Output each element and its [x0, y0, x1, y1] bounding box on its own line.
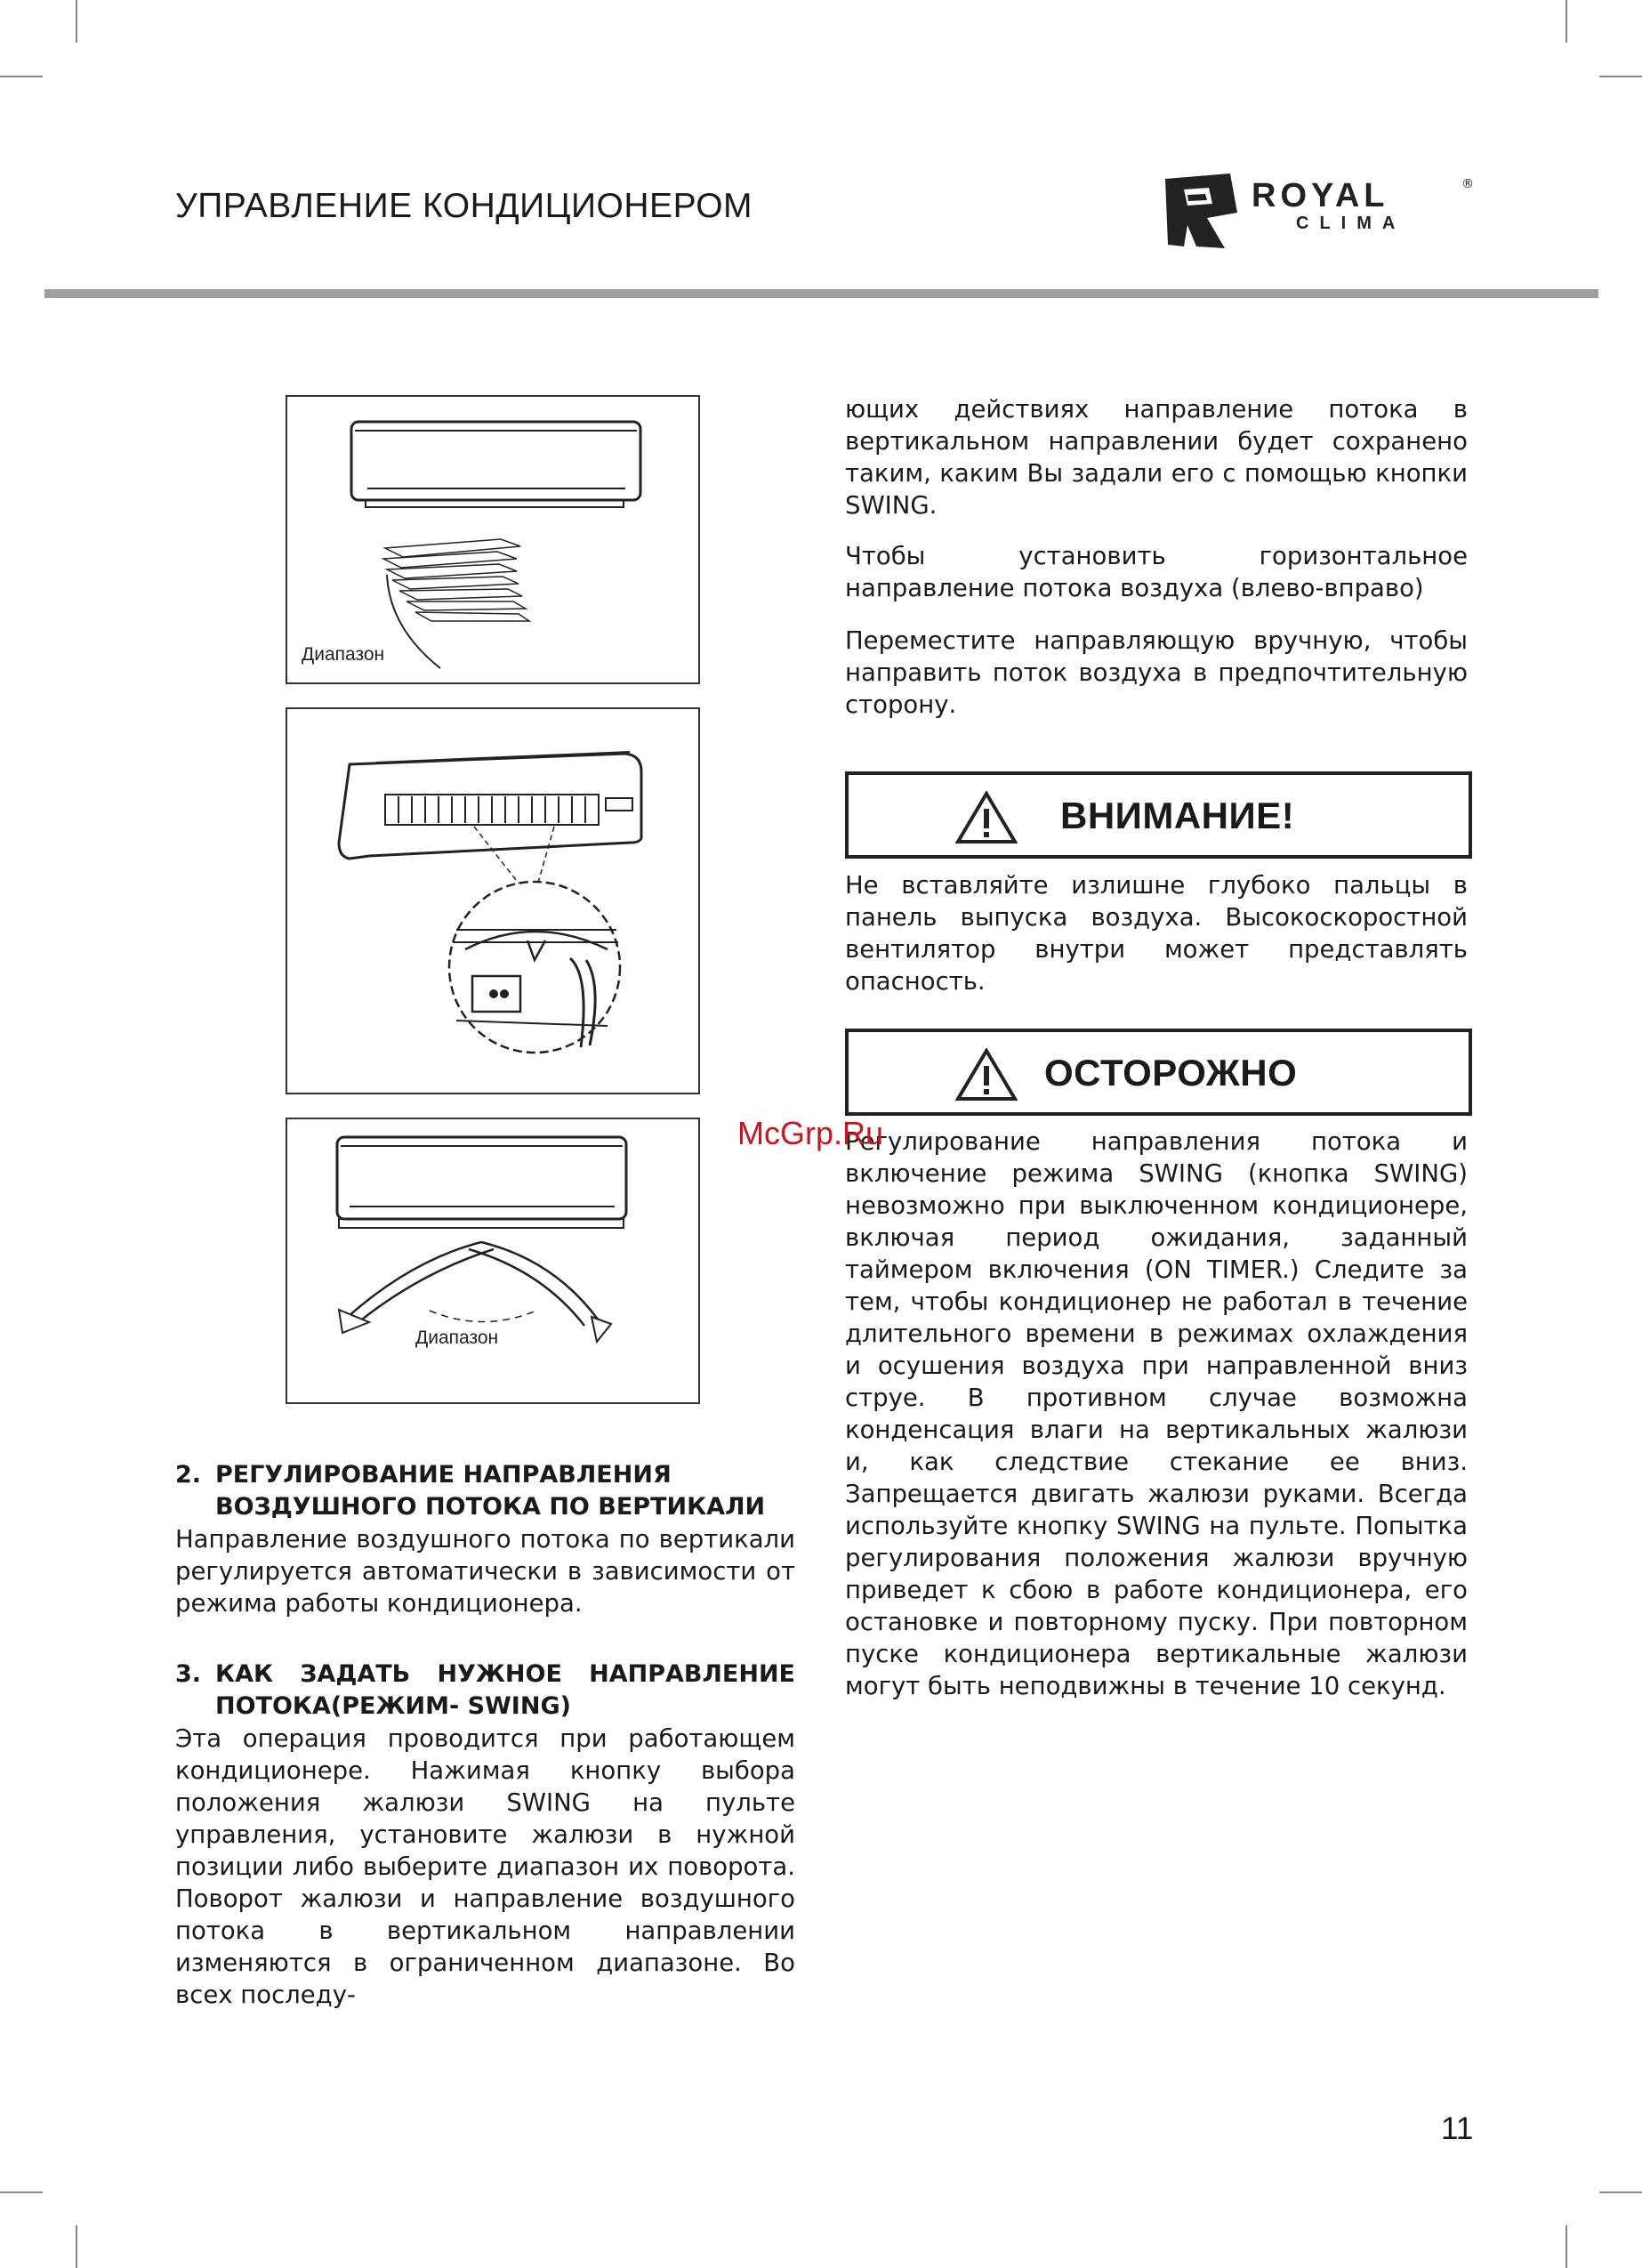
royal-clima-logo — [1161, 172, 1481, 252]
section-2-heading — [175, 1459, 795, 1523]
section-3-body: Эта операция проводится при работающем кондиционере. Нажимая кнопку выбора положения жалюзи SWING на пульте управления, установите жалюзи в нужной позиции либо выберите диапазон их поворота. Поворот жалюзи и направление воздушного потока в вертикальном направлении изменяются в ограниченном диапазоне. Во всех последу- — [175, 1724, 795, 2009]
header-divider — [44, 289, 1598, 298]
crop-mark — [0, 76, 43, 77]
section-title-line: ПОТОКА(РЕЖИМ- SWING) — [215, 1692, 571, 1720]
crop-mark — [0, 2191, 43, 2193]
caution-body: Регулирование направления потока и включение режима SWING (кнопка SWING) невозможно при выключенном кондиционере, включая период ожидания, заданный таймером включения (ON TIMER.) Следите за тем, чтобы кондиционер не работал в течение длительного времени в режимах охлаждения и осушения воздуха при направленной вниз струе. В противном случае возможна конденсация влаги на вертикальных жалюзи и, как следствие стекание ее вниз. Запрещается двигать жалюзи руками. Всегда используйте кнопку SWING на пульте. Попытка регулирования положения жалюзи вручную приведет к сбою в работе кондиционера, его остановке и повторному пуску. При повторном пуске кондиционера вертикальные жалюзи могут быть неподвижны в течение 10 секунд. — [845, 1127, 1468, 1700]
watermark: McGrp.Ru — [737, 1115, 884, 1151]
caution-title: ОСТОРОЖНО — [1044, 1052, 1298, 1094]
right-para-continuation: ющих действиях направление потока в вертикальном направлении будет сохранено таким, каким Вы задали его с помощью кнопки SWING. — [845, 395, 1468, 520]
crop-mark — [1599, 2191, 1642, 2193]
section-number: 2. — [175, 1461, 202, 1489]
logo-registered-mark: ® — [1461, 177, 1474, 191]
ac-unit-louver-illustration — [287, 397, 698, 682]
crop-mark — [76, 0, 77, 43]
logo-word-royal: ROYAL — [1252, 177, 1389, 214]
caution-box — [845, 1029, 1472, 1116]
section-title-line: ВОЗДУШНОГО ПОТОКА ПО ВЕРТИКАЛИ — [215, 1493, 766, 1521]
figure-range-label: Диапазон — [415, 1328, 499, 1348]
crop-mark — [76, 2225, 77, 2268]
crop-mark — [1599, 76, 1642, 77]
logo-word-clima: CLIMA — [1296, 214, 1406, 233]
section-title-line: КАК ЗАДАТЬ НУЖНОЕ НАПРАВЛЕНИЕ — [215, 1660, 795, 1688]
figure-swing-range — [286, 1118, 700, 1404]
section-2-body: Направление воздушного потока по вертикали регулируется автоматически в зависимости от режима работы кондиционера. — [175, 1525, 795, 1618]
section-3-heading — [175, 1659, 795, 1723]
section-title-line: РЕГУЛИРОВАНИЕ НАПРАВЛЕНИЯ — [215, 1461, 672, 1489]
page-number: 11 — [1441, 2111, 1474, 2146]
warning-triangle-icon — [955, 1048, 1018, 1102]
attention-title: ВНИМАНИЕ! — [1060, 795, 1295, 836]
ac-unit-detail-illustration — [287, 709, 698, 1093]
attention-body: Не вставляйте излишне глубоко пальцы в панель выпуска воздуха. Высокоскоростной вентилятор внутри может представлять опасность. — [845, 871, 1468, 996]
crop-mark — [1566, 0, 1567, 43]
crop-mark — [1566, 2225, 1567, 2268]
figure-range-label: Диапазон — [302, 644, 385, 665]
right-para-horizontal: Чтобы установить горизонтальное направление потока воздуха (влево-вправо) — [845, 542, 1468, 602]
attention-box — [845, 771, 1472, 859]
section-number: 3. — [175, 1660, 202, 1688]
ac-unit-airflow-illustration — [287, 1119, 698, 1402]
warning-triangle-icon — [955, 791, 1018, 844]
figure-vertical-range — [286, 395, 700, 684]
logo-emblem-icon — [1161, 172, 1241, 252]
right-para-deflector: Переместите направляющую вручную, чтобы направить поток воздуха в предпочтительную сторону. — [845, 626, 1468, 719]
figure-manual-deflector — [286, 707, 700, 1094]
page-header-title: УПРАВЛЕНИЕ КОНДИЦИОНЕРОМ — [175, 187, 753, 225]
